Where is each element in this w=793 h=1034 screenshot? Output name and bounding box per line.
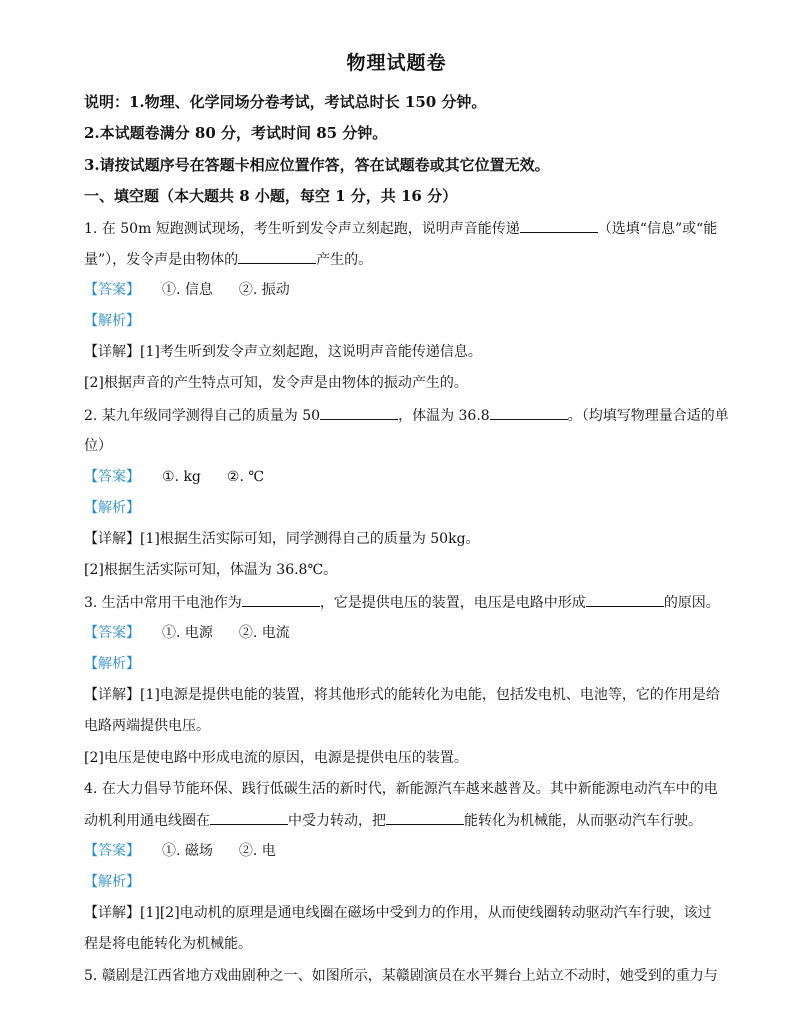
- q2-text-b: ，体温为 36.8: [398, 408, 490, 424]
- q1-blank-2: [238, 249, 316, 264]
- q1-text-d: 产生的。: [316, 252, 373, 268]
- q4-text-b: 动机利用通电线圈在: [84, 813, 210, 829]
- q2-text-c: 。（均填写物理量合适的单: [567, 408, 729, 424]
- q3-answer: [84, 623, 724, 643]
- q3-analysis: [84, 654, 724, 674]
- q1-detail: [84, 342, 724, 362]
- detail-label: 【详解】: [84, 687, 140, 703]
- q4-line-1: 4. 在大力倡导节能环保、践行低碳生活的新时代，新能源汽车越来越普及。其中新能源电动汽车中的电: [84, 781, 718, 797]
- answer-label: 【答案】: [84, 282, 140, 298]
- q1-blank-1: [520, 218, 598, 233]
- answer-label: 【答案】: [84, 625, 140, 641]
- analysis-label: 【解析】: [84, 500, 140, 516]
- q3-blank-2: [586, 592, 664, 607]
- q3-detail: [84, 685, 724, 705]
- q4-answer: [84, 841, 724, 861]
- q4-blank-1: [210, 810, 288, 825]
- q1-detail-2: [2]根据声音的产生特点可知，发令声是由物体的振动产生的。: [84, 375, 468, 391]
- detail-label: 【详解】: [84, 531, 140, 547]
- q2-line-1: [84, 405, 729, 426]
- q1-text-b: （选填“信息”或“能: [597, 221, 718, 237]
- q2-analysis: [84, 498, 724, 518]
- analysis-label: 【解析】: [84, 874, 140, 890]
- q2-answer-2: ②. ℃: [226, 469, 265, 485]
- q3-line-1: [84, 592, 724, 613]
- q3-detail-2: [2]电压是使电路中形成电流的原因，电源是提供电压的装置。: [84, 750, 468, 766]
- analysis-label: 【解析】: [84, 313, 140, 329]
- detail-label: 【详解】: [84, 905, 140, 921]
- q4-answer-1: ①. 磁场: [162, 843, 213, 859]
- q3-answer-2: ②. 电流: [238, 625, 290, 641]
- q3-detail-cont: 电路两端提供电压。: [84, 718, 210, 734]
- q2-answer-1: ①. kg: [162, 469, 201, 485]
- q1-answer: [84, 280, 724, 300]
- q3-detail-text: [1]电源是提供电能的装置，将其他形式的能转化为电能，包括发电机、电池等，它的作用是给: [140, 687, 720, 703]
- q4-blank-2: [386, 810, 464, 825]
- note-1: 说明：1.物理、化学同场分卷考试，考试总时长 150 分钟。: [84, 93, 487, 111]
- q5-line-1: 5. 赣剧是江西省地方戏曲剧种之一、如图所示，某赣剧演员在水平舞台上站立不动时，她受到的重力与: [84, 968, 718, 984]
- answer-label: 【答案】: [84, 843, 140, 859]
- q4-detail: [84, 903, 724, 923]
- q4-analysis: [84, 872, 724, 892]
- q4-line-2: [84, 810, 724, 831]
- q4-detail-cont: 程是将电能转化为机械能。: [84, 936, 252, 952]
- q1-analysis: [84, 311, 724, 331]
- note-2: 2.本试题卷满分 80 分，考试时间 85 分钟。: [84, 124, 388, 142]
- answer-label: 【答案】: [84, 469, 140, 485]
- detail-label: 【详解】: [84, 344, 140, 360]
- q4-text-d: 能转化为机械能，从而驱动汽车行驶。: [464, 813, 702, 829]
- q2-blank-2: [490, 405, 568, 420]
- q1-answer-1: ①. 信息: [162, 282, 213, 298]
- q1-line-1: [84, 218, 724, 239]
- q3-text-b: ，它是提供电压的装置，电压是电路中形成: [319, 595, 586, 611]
- q3-blank-1: [242, 592, 320, 607]
- note-3: 3.请按试题序号在答题卡相应位置作答，答在试题卷或其它位置无效。: [84, 156, 550, 174]
- q2-line-2: 位）: [84, 438, 112, 454]
- page-title: 物理试题卷: [346, 52, 447, 74]
- q3-text-c: 的原因。: [663, 595, 720, 611]
- q2-blank-1: [320, 405, 398, 420]
- q2-detail: [84, 529, 724, 549]
- section-heading: 一、填空题（本大题共 8 小题，每空 1 分，共 16 分）: [84, 187, 458, 205]
- q2-detail-2: [2]根据生活实际可知，体温为 36.8℃。: [84, 562, 338, 578]
- q1-line-2: [84, 249, 724, 270]
- q3-text-a: 3. 生活中常用干电池作为: [84, 595, 242, 611]
- analysis-label: 【解析】: [84, 656, 140, 672]
- q3-answer-1: ①. 电源: [162, 625, 213, 641]
- q1-detail-text: [1]考生听到发令声立刻起跑，这说明声音能传递信息。: [140, 344, 482, 360]
- q1-text-a: 1. 在 50m 短跑测试现场，考生听到发令声立刻起跑，说明声音能传递: [84, 221, 520, 237]
- q1-answer-2: ②. 振动: [238, 282, 290, 298]
- q2-text-a: 2. 某九年级同学测得自己的质量为 50: [84, 408, 321, 424]
- q2-detail-text: [1]根据生活实际可知，同学测得自己的质量为 50kg。: [140, 531, 480, 547]
- q4-detail-text: [1][2]电动机的原理是通电线圈在磁场中受到力的作用，从而使线圈转动驱动汽车行驶，该过: [140, 905, 712, 921]
- q4-text-c: 中受力转动，把: [288, 813, 386, 829]
- q2-answer: [84, 467, 724, 487]
- q4-answer-2: ②. 电: [238, 843, 276, 859]
- q1-text-c: 量”），发令声是由物体的: [84, 252, 239, 268]
